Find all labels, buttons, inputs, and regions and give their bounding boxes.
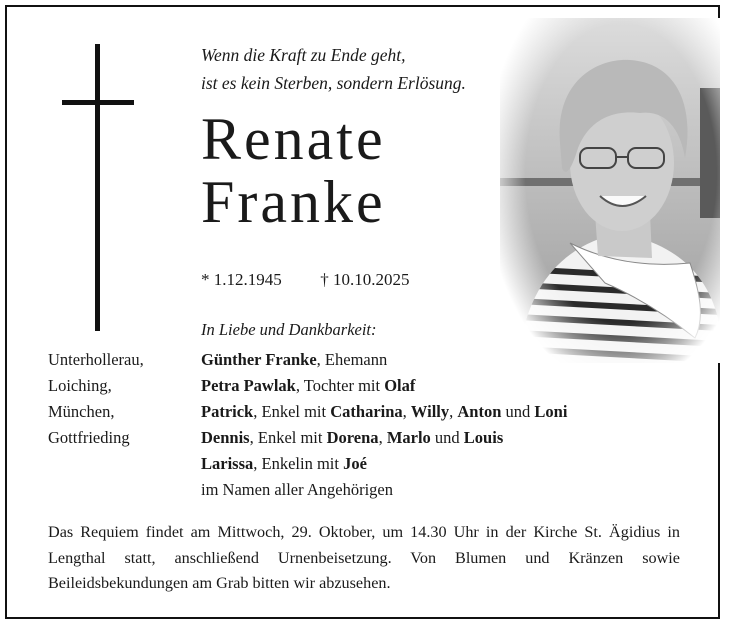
mourner-name: Petra Pawlak	[201, 376, 296, 395]
motto	[201, 41, 466, 97]
mourner-family: Louis	[463, 428, 504, 447]
separator: ,	[402, 402, 411, 421]
mourner-family: Catharina	[330, 402, 403, 421]
life-dates	[201, 270, 410, 290]
place-item: München,	[48, 402, 115, 421]
mourner-relation: , Tochter mit	[295, 376, 385, 395]
mourner-family: Anton	[457, 402, 502, 421]
cross-icon	[95, 44, 100, 331]
death-symbol: †	[320, 270, 329, 289]
portrait-photo	[500, 18, 720, 363]
mourner-family: Dorena	[326, 428, 379, 447]
mourner-name: Larissa	[201, 454, 254, 473]
place-item: Gottfrieding	[48, 428, 130, 447]
mourner-row	[201, 399, 567, 425]
motto-line-2: ist es kein Sterben, sondern Erlösung.	[201, 73, 466, 93]
mourner-relation: , Enkel mit	[249, 428, 327, 447]
mourner-family: Loni	[534, 402, 568, 421]
mourner-family: Marlo	[386, 428, 431, 447]
mourner-row	[201, 373, 567, 399]
first-name: Renate	[201, 106, 386, 172]
separator: ,	[378, 428, 387, 447]
birth-symbol: *	[201, 270, 210, 289]
mourner-relation: , Enkel mit	[253, 402, 331, 421]
deceased-name	[201, 108, 386, 234]
separator: und	[430, 428, 464, 447]
requiem-notice: Das Requiem findet am Mittwoch, 29. Oktober, um 14.30 Uhr in der Kirche St. Ägidius in Lengthal statt, anschließend Urnenbeisetzung. Von Blumen und Kränzen sowie Beileidsbekundungen am Grab bitten wir abzusehen.	[48, 523, 680, 592]
mourner-name: Dennis	[201, 428, 250, 447]
mourner-row	[201, 451, 567, 477]
dankbarkeit-heading: In Liebe und Dankbarkeit:	[201, 320, 377, 339]
mourner-name: Günther Franke	[201, 350, 317, 369]
mourner-row	[201, 425, 567, 451]
place-item: Loiching,	[48, 376, 112, 395]
place-item: Unterhollerau,	[48, 350, 144, 369]
death-date: 10.10.2025	[333, 270, 410, 289]
mourner-row	[201, 347, 567, 373]
mourner-relation: , Enkelin mit	[253, 454, 344, 473]
last-name: Franke	[201, 169, 386, 235]
places-list	[48, 347, 144, 451]
mourner-row-closing: im Namen aller Angehörigen	[201, 480, 393, 499]
mourner-relation: , Ehemann	[316, 350, 388, 369]
motto-line-1: Wenn die Kraft zu Ende geht,	[201, 45, 406, 65]
mourner-family: Willy	[410, 402, 450, 421]
birth-date: 1.12.1945	[213, 270, 282, 289]
mourner-name: Patrick	[201, 402, 254, 421]
separator: und	[501, 402, 535, 421]
mourners-list	[201, 347, 567, 503]
mourner-partner: Olaf	[384, 376, 416, 395]
separator: ,	[449, 402, 458, 421]
cross-icon-bar	[62, 100, 134, 105]
mourner-family: Joé	[343, 454, 367, 473]
